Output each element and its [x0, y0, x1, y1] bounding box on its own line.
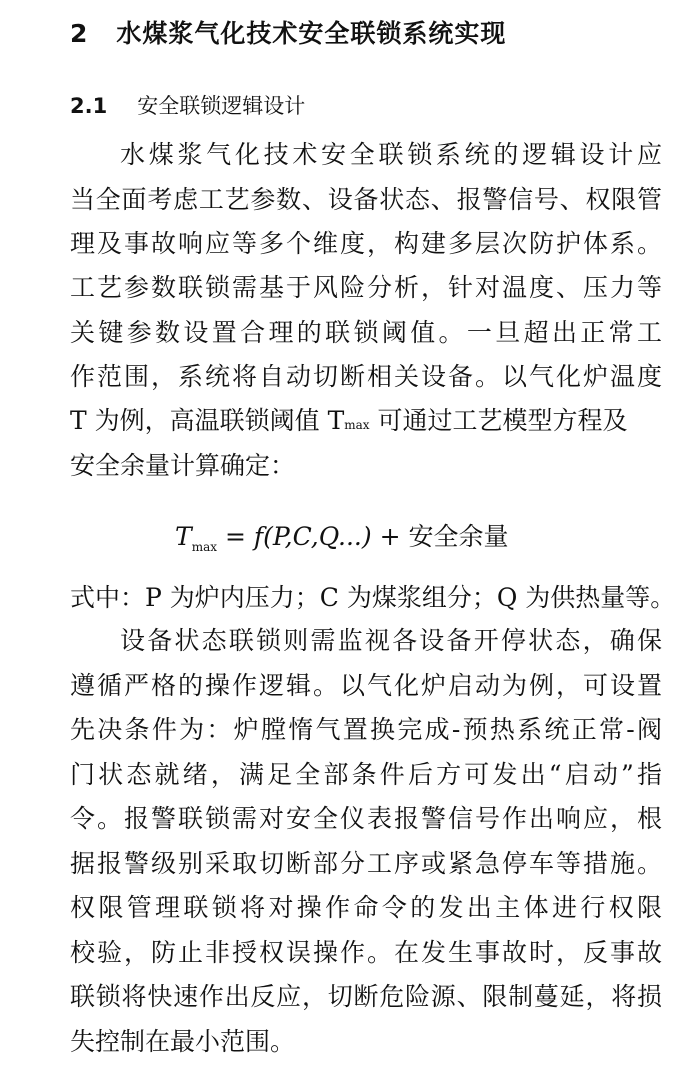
formula [175, 513, 508, 571]
paragraph-1-line-7 [70, 397, 662, 445]
paragraph-1-line-6: 作范围，系统将自动切断相关设备。以气化炉温度 [70, 362, 662, 391]
paragraph-1-line-7-text-a: T 为例，高温联锁阈值 T [70, 406, 345, 435]
paragraph-2-line-4: 门状态就绪，满足全部条件后方可发出“启动”指 [70, 760, 662, 789]
subsection-heading [70, 90, 305, 120]
paragraph-1-line-3: 理及事故响应等多个维度，构建多层次防护体系。 [70, 229, 662, 258]
paragraph-2-line-6: 据报警级别采取切断部分工序或紧急停车等措施。 [70, 849, 662, 878]
paragraph-2-line-7: 权限管理联锁将对操作命令的发出主体进行权限 [70, 893, 662, 922]
paragraph-2-line-2: 遵循严格的操作逻辑。以气化炉启动为例，可设置 [70, 671, 662, 700]
formula-lhs: T [175, 522, 192, 551]
formula-rhs: 安全余量 [408, 522, 509, 551]
subsection-title: 安全联锁逻辑设计 [137, 94, 306, 118]
subsection-number: 2.1 [70, 94, 108, 118]
section-title: 水煤浆气化技术安全联锁系统实现 [116, 19, 507, 48]
paragraph-2-line-9: 联锁将快速作出反应，切断危险源、限制蔓延，将损 [70, 982, 662, 1011]
paragraph-2-line-10: 失控制在最小范围。 [70, 1027, 296, 1056]
paragraph-1-line-2: 当全面考虑工艺参数、设备状态、报警信号、权限管 [70, 185, 662, 214]
paragraph-1-line-5: 关键参数设置合理的联锁阈值。一旦超出正常工 [70, 318, 662, 347]
paragraph-2-line-3: 先决条件为：炉膛惰气置换完成-预热系统正常-阀 [70, 715, 662, 744]
paragraph-2-line-8: 校验，防止非授权误操作。在发生事故时，反事故 [70, 938, 662, 967]
formula-lhs-subscript: max [191, 540, 217, 554]
paragraph-2-line-5: 令。报警联锁需对安全仪表报警信号作出响应，根 [70, 804, 662, 833]
section-heading [70, 14, 506, 50]
paragraph-1-line-1: 水煤浆气化技术安全联锁系统的逻辑设计应 [120, 140, 662, 169]
formula-equals: = [224, 522, 246, 551]
paragraph-1-line-4: 工艺参数联锁需基于风险分析，针对温度、压力等 [70, 273, 662, 302]
paragraph-2-line-1: 设备状态联锁则需监视各设备开停状态，确保 [120, 626, 662, 655]
paragraph-1-line-7-text-b: 可通过工艺模型方程及 [377, 406, 628, 435]
section-number: 2 [70, 19, 89, 48]
formula-plus: + [379, 522, 401, 551]
formula-note: 式中：P 为炉内压力；C 为煤浆组分；Q 为供热量等。 [70, 583, 676, 612]
paragraph-1-line-7-subscript: max [344, 418, 370, 432]
paragraph-1-line-8: 安全余量计算确定： [70, 451, 296, 480]
formula-function: f(P,C,Q...) [253, 522, 372, 551]
